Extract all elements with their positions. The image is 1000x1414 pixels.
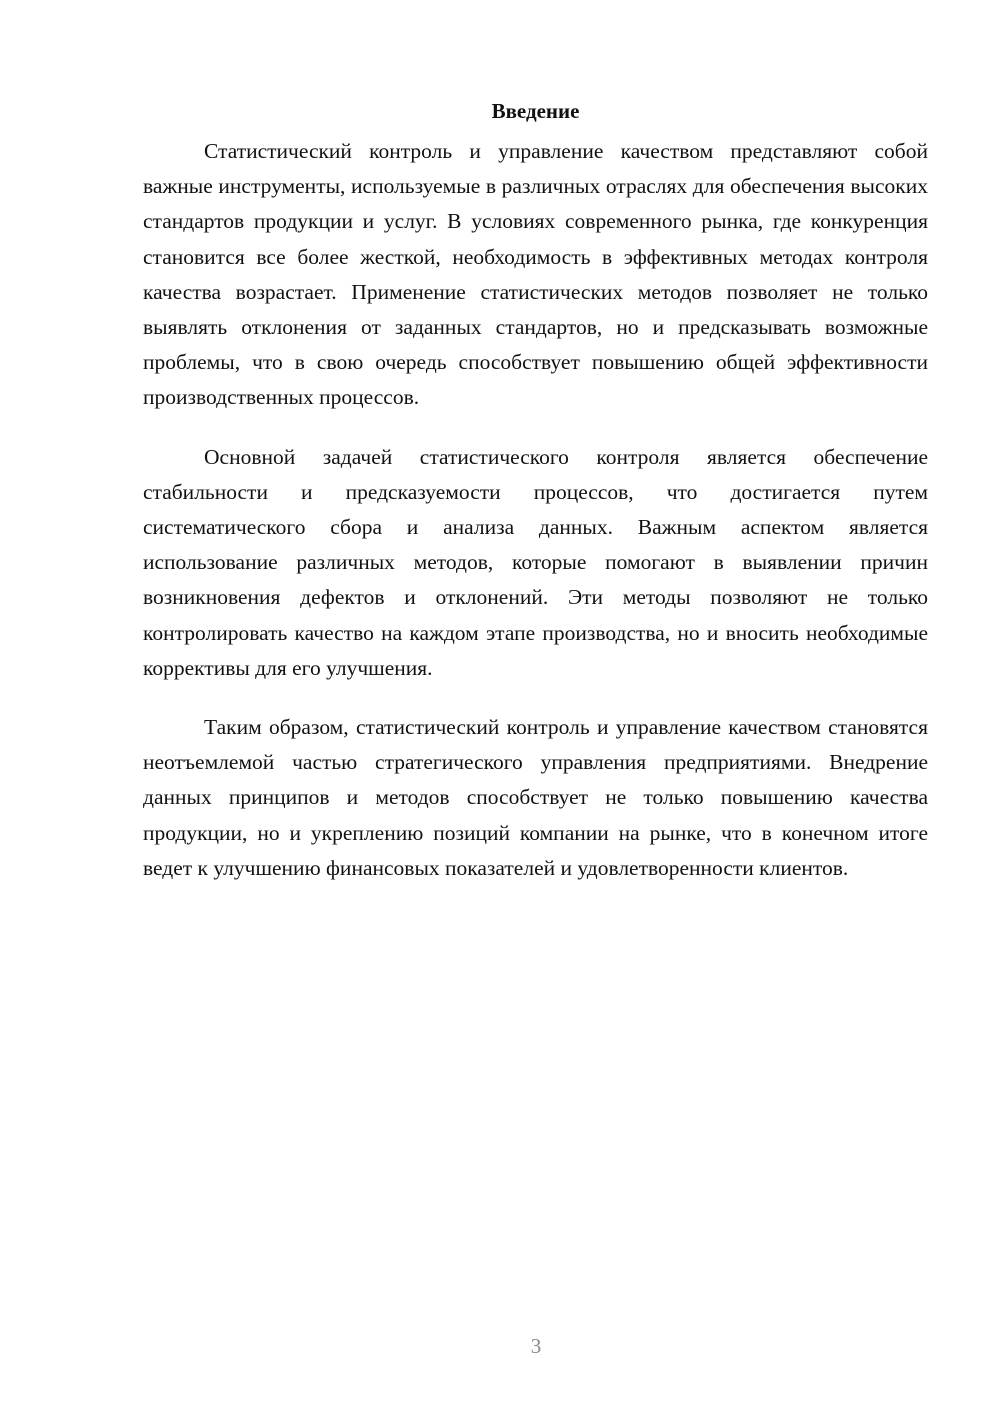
paragraph-3: Таким образом, статистический контроль и управление качеством становятся неотъемлемой частью стратегического управления предприятиями. Внедрение данных принципов и методов способствует не только повышению качества продукции, но и укреплению позиций компании на рынке, что в конечном итоге ведет к улучшению финансовых показателей и удовлетворенности клиентов. <box>143 715 928 880</box>
page-content <box>143 96 928 886</box>
section-title: Введение <box>491 99 580 123</box>
paragraph-1: Статистический контроль и управление качеством представляют собой важные инструменты, используемые в различных отраслях для обеспечения высоких стандартов продукции и услуг. В условиях современного рынка, где конкуренция становится все более жесткой, необходимость в эффективных методах контроля качества возрастает. Применение статистических методов позволяет не только выявлять отклонения от заданных стандартов, но и предсказывать возможные проблемы, что в свою очередь способствует повышению общей эффективности производственных процессов. <box>143 139 928 410</box>
paragraph-2: Основной задачей статистического контроля является обеспечение стабильности и предсказуемости процессов, что достигается путем систематического сбора и анализа данных. Важным аспектом является использование различных методов, которые помогают в выявлении причин возникновения дефектов и отклонений. Эти методы позволяют не только контролировать качество на каждом этапе производства, но и вносить необходимые коррективы для его улучшения. <box>143 444 928 680</box>
page-number: 3 <box>530 1334 542 1358</box>
